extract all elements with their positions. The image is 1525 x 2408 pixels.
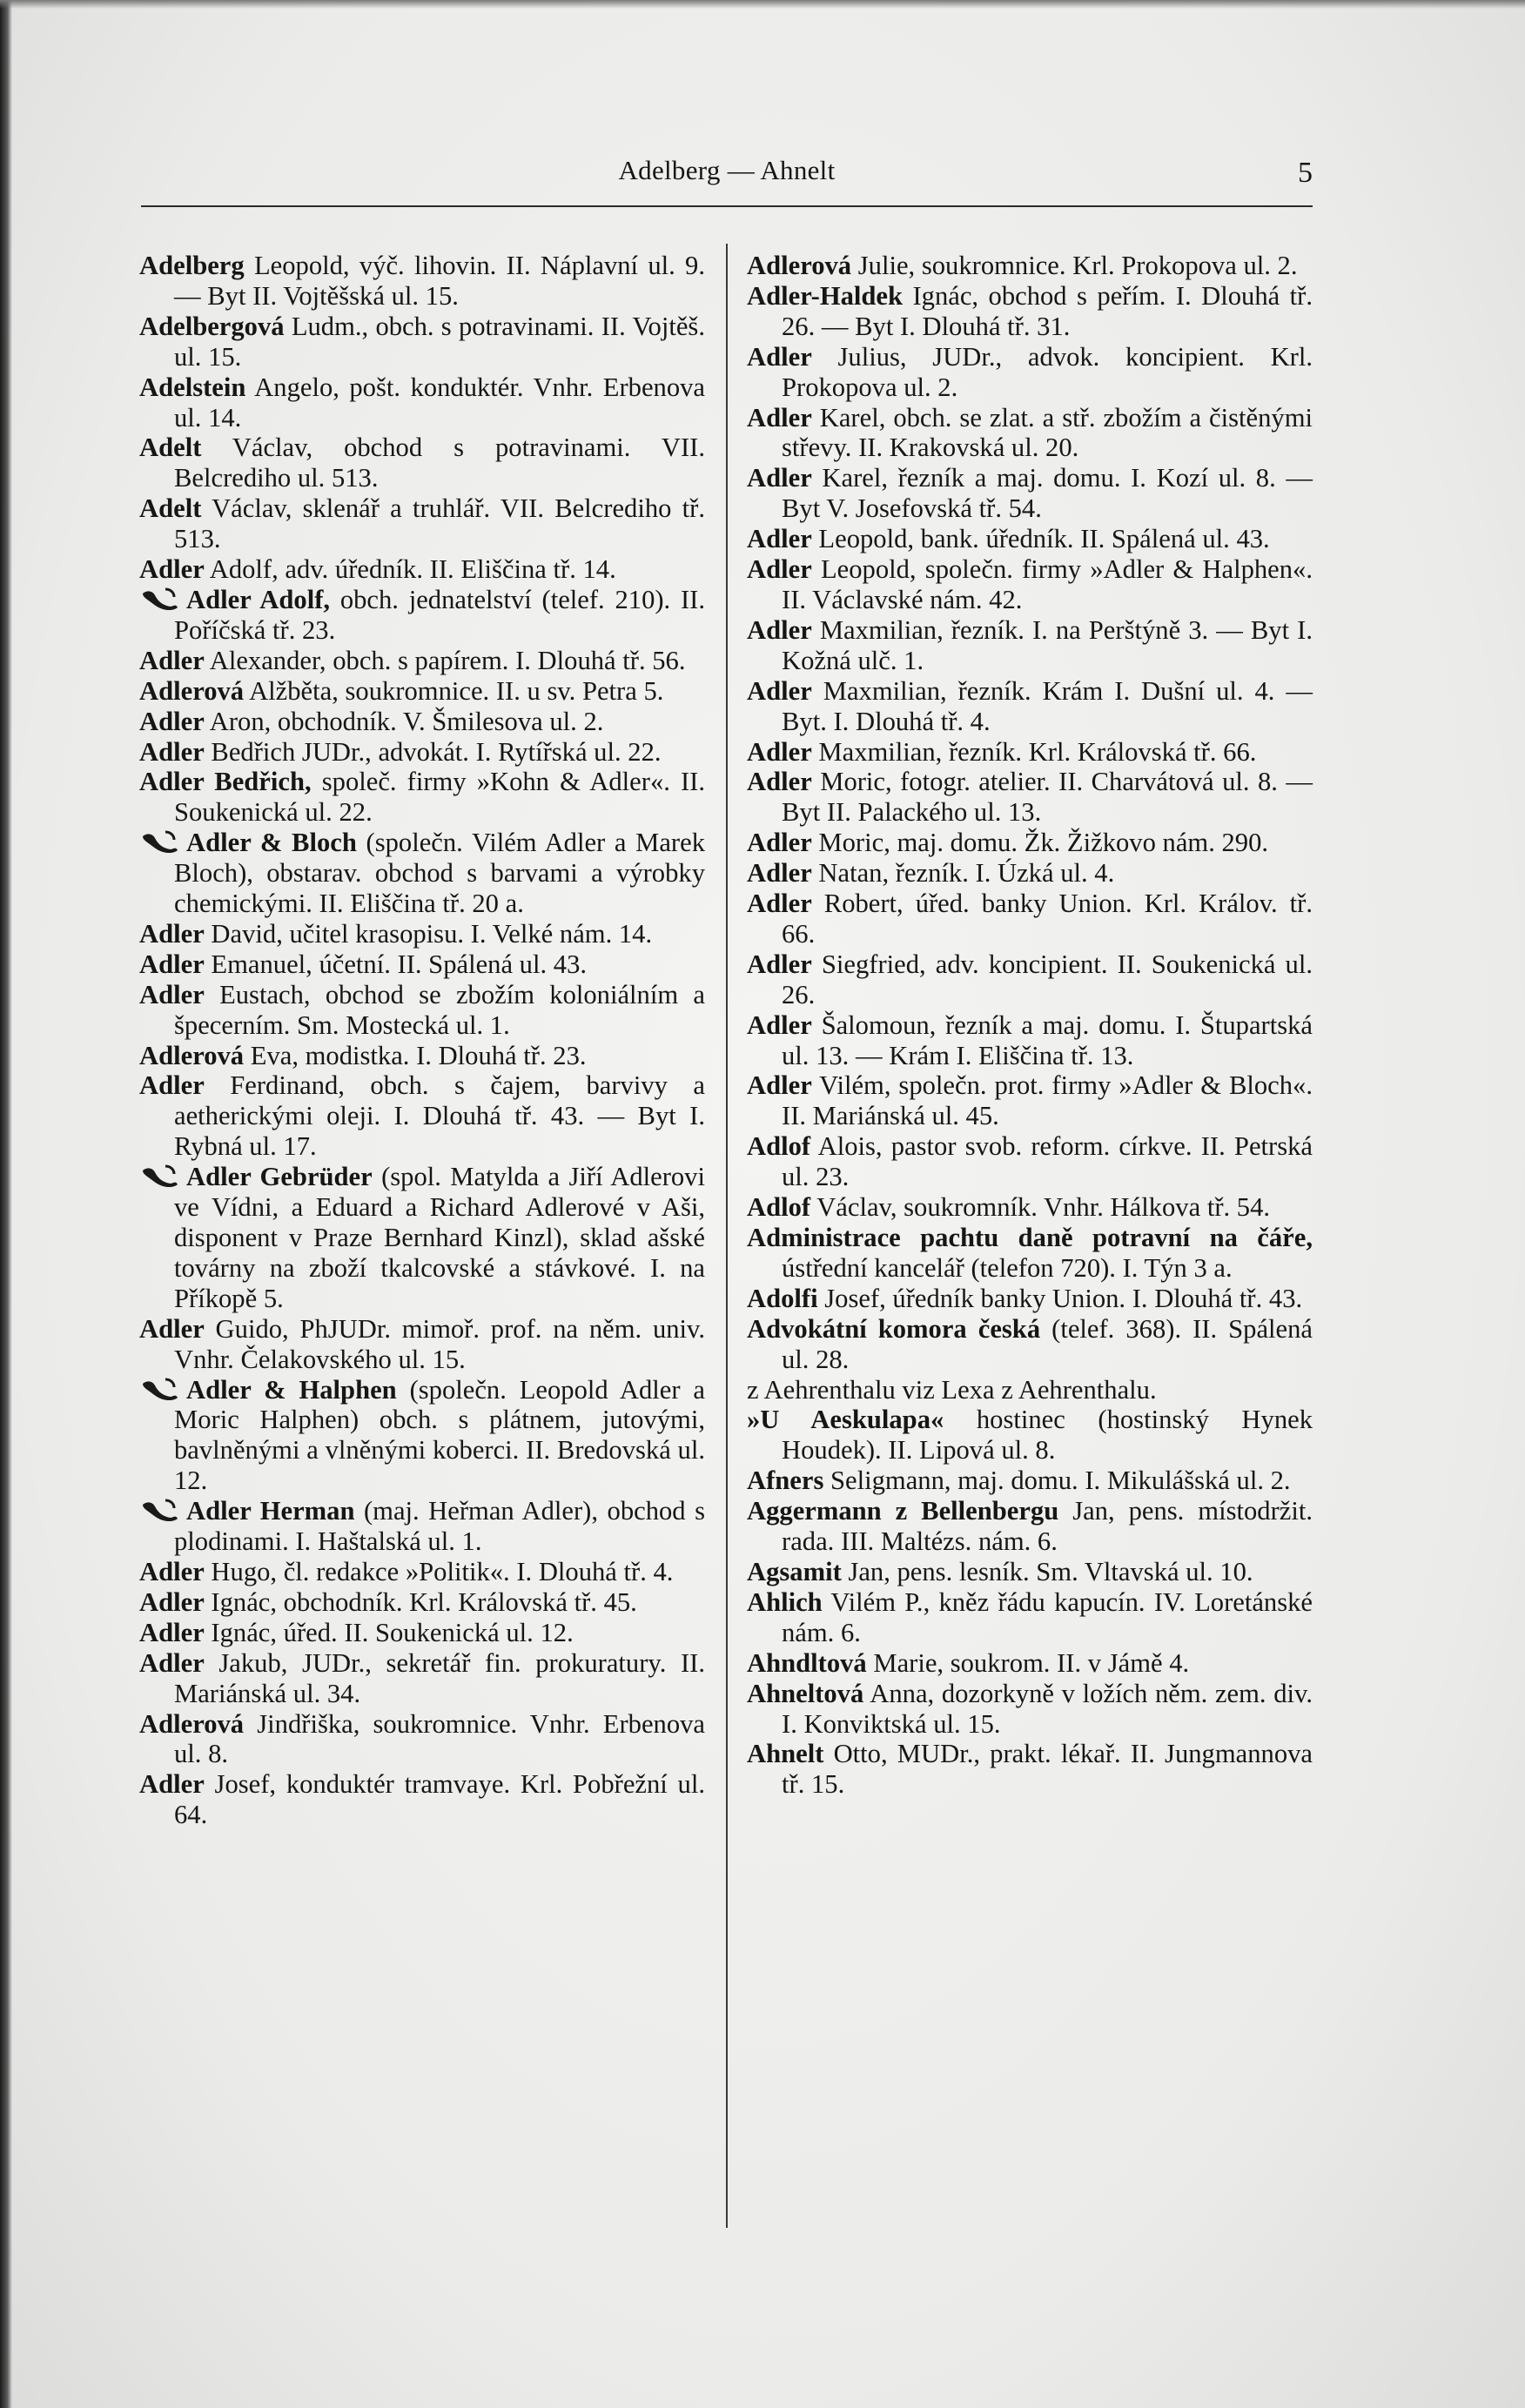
entry-name: Adler <box>747 614 812 645</box>
entry-name: Adler <box>747 524 812 554</box>
directory-entry <box>139 828 705 919</box>
directory-entry <box>139 1375 705 1497</box>
entry-details: společ. firmy »Kohn & Adler«. II. Soukenická ul. 22. <box>174 767 706 828</box>
entry-details: Leopold, společn. firmy »Adler & Halphen«. II. Václavské nám. 42. <box>782 554 1313 614</box>
directory-entry <box>747 676 1313 737</box>
entry-name: Adler <box>139 736 205 767</box>
entry-name: Adler <box>139 1313 205 1344</box>
directory-entry <box>139 1648 705 1709</box>
entry-name: Adlof <box>747 1131 811 1162</box>
entry-details: Ignác, obchod s peřím. I. Dlouhá tř. 26. — Byt I. Dlouhá tř. 31. <box>782 280 1313 341</box>
entry-name: Adler <box>747 1070 812 1101</box>
entry-details: Jan, pens. místodržit. rada. III. Maltézs. nám. 6. <box>782 1496 1313 1557</box>
entry-name: Adelbergová <box>139 311 285 341</box>
directory-entry <box>747 1070 1313 1131</box>
entry-name: Adler <box>747 889 812 919</box>
entry-details: Leopold, bank. úředník. II. Spálená ul. 43. <box>811 524 1270 554</box>
entry-name: Adler <box>747 341 812 372</box>
entry-name: »U Aeskulapa« <box>747 1405 944 1435</box>
directory-entry <box>747 554 1313 615</box>
entry-name: Adler <box>747 736 812 767</box>
entry-details: Jindřiška, soukromnice. Vnhr. Erbenova ul. 8. <box>174 1708 705 1769</box>
directory-entry <box>139 312 705 372</box>
entry-details: Anna, dozorkyně v ložích něm. zem. div. I. Konviktská ul. 15. <box>782 1678 1313 1739</box>
directory-entry <box>747 1466 1313 1496</box>
right-column <box>747 251 1313 1800</box>
entry-details: Eva, modistka. I. Dlouhá tř. 23. <box>244 1040 587 1070</box>
entry-name: Adler Gebrüder <box>186 1162 373 1192</box>
entry-details: Robert, úřed. banky Union. Krl. Králov. tř. 66. <box>782 889 1313 949</box>
entry-name: Adlof <box>747 1192 811 1223</box>
directory-entry <box>139 1314 705 1375</box>
entry-details: Moric, fotogr. atelier. II. Charvátová ul. 8. — Byt II. Palackého ul. 13. <box>782 767 1313 828</box>
entry-details: Julie, soukromnice. Krl. Prokopova ul. 2. <box>851 251 1298 280</box>
entry-name: Adelberg <box>139 251 245 280</box>
entry-details: Leopold, výč. lihovin. II. Náplavní ul. 9. — Byt II. Vojtěšská ul. 15. <box>174 251 705 311</box>
entry-details: Ferdinand, obch. s čajem, barvivy a aetherickými oleji. I. Dlouhá tř. 43. — Byt I. Rybná ul. 17. <box>174 1070 705 1162</box>
directory-entry <box>139 1618 705 1648</box>
entry-name: Adler <box>139 1586 205 1617</box>
entry-details: Josef, konduktér tramvaye. Krl. Pobřežní ul. 64. <box>174 1769 705 1830</box>
entry-name: Administrace pachtu daně potravní na čáře, <box>747 1223 1313 1252</box>
entry-name: Adler & Bloch <box>186 828 357 858</box>
entry-name: Adler <box>747 463 812 493</box>
directory-entry <box>747 737 1313 768</box>
directory-entry <box>747 1375 1313 1405</box>
entry-name: Adlerová <box>139 1040 245 1070</box>
entry-name: Agsamit <box>747 1556 842 1586</box>
entry-details: hostinec (hostinský Hynek Houdek). II. Lipová ul. 8. <box>782 1405 1313 1466</box>
entry-name: Adler <box>139 918 205 949</box>
entry-details: Alžběta, soukromnice. II. u sv. Petra 5. <box>244 675 664 706</box>
entry-details: Alois, pastor svob. reform. církve. II. Petrská ul. 23. <box>782 1131 1313 1192</box>
directory-entry <box>139 1769 705 1830</box>
directory-entry <box>139 1041 705 1071</box>
directory-entry <box>747 889 1313 949</box>
entry-details: Marie, soukrom. II. v Jámě 4. <box>866 1647 1190 1678</box>
entry-details: (společn. Leopold Adler a Moric Halphen) obch. s plátnem, jutovými, bavlněnými a vlněnými koberci. II. Bredovská ul. 12. <box>174 1374 706 1496</box>
entry-name: Adler <box>139 554 205 585</box>
entry-details: (spol. Matylda a Jiří Adlerovi ve Vídni, a Eduard a Richard Adlerové v Aši, disponent v Praze Bernhard Kinzl), sklad ašské továrny na zboží tkalcovské a stávkové. I. na Příkopě 5. <box>174 1162 705 1313</box>
directory-entry <box>139 737 705 768</box>
directory-entry <box>747 615 1313 676</box>
directory-entry <box>139 1070 705 1162</box>
directory-entry <box>747 858 1313 889</box>
directory-entry <box>139 1709 705 1770</box>
directory-entry <box>747 1405 1313 1466</box>
directory-entry <box>747 1557 1313 1587</box>
entry-details: Maxmilian, řezník. I. na Perštýně 3. — Byt I. Kožná ulč. 1. <box>782 614 1313 675</box>
directory-entry <box>747 1496 1313 1557</box>
entry-details: Julius, JUDr., advok. koncipient. Krl. Prokopova ul. 2. <box>782 341 1313 402</box>
entry-details: Otto, MUDr., prakt. lékař. II. Jungmannova tř. 15. <box>782 1739 1313 1800</box>
entry-name: Adler <box>747 675 812 706</box>
entry-name: Adlerová <box>747 251 852 280</box>
entry-name: Advokátní komora česká <box>747 1313 1041 1344</box>
entry-name: Ahndltová <box>747 1647 867 1678</box>
directory-entry <box>139 1162 705 1314</box>
directory-entry <box>139 1496 705 1557</box>
directory-entry <box>747 403 1313 464</box>
directory-entry <box>139 554 705 585</box>
entry-details: Václav, soukromník. Vnhr. Hálkova tř. 54. <box>810 1192 1271 1223</box>
entry-details: David, učitel krasopisu. I. Velké nám. 14. <box>204 918 653 949</box>
entry-details: Alexander, obch. s papírem. I. Dlouhá tř. 56. <box>204 645 686 675</box>
telephone-icon <box>139 1164 179 1190</box>
directory-entry <box>747 1284 1313 1314</box>
entry-details: Eustach, obchod se zbožím koloniálním a špecerním. Sm. Mostecká ul. 1. <box>174 979 705 1040</box>
directory-entry <box>747 828 1313 858</box>
directory-entry <box>139 980 705 1041</box>
entry-name: Adler-Haldek <box>747 280 904 311</box>
entry-name: Adler <box>139 979 205 1009</box>
header-title: Adelberg — Ahnelt <box>618 155 836 185</box>
directory-entry <box>139 1557 705 1587</box>
entry-name: Adler <box>139 949 205 979</box>
directory-entry <box>747 251 1313 281</box>
entry-name: Adelstein <box>139 372 246 402</box>
entry-details: Jan, pens. lesník. Sm. Vltavská ul. 10. <box>841 1556 1253 1586</box>
entry-details: Emanuel, účetní. II. Spálená ul. 43. <box>204 949 588 979</box>
directory-entry <box>747 1192 1313 1223</box>
page-top-shadow <box>0 0 1525 9</box>
entry-name: Ahlich <box>747 1586 823 1617</box>
running-header <box>141 155 1313 204</box>
directory-entry <box>747 1648 1313 1679</box>
entry-name: Adler <box>747 858 812 889</box>
entry-name: Adlerová <box>139 675 245 706</box>
entry-details: Aron, obchodník. V. Šmilesova ul. 2. <box>204 706 604 736</box>
left-column <box>139 251 705 1830</box>
entry-name: Adler <box>139 645 205 675</box>
directory-entry <box>747 767 1313 828</box>
entry-details: z Aehrenthalu viz Lexa z Aehrenthalu. <box>747 1374 1157 1405</box>
entry-details: Maxmilian, řezník. Krl. Královská tř. 66. <box>811 736 1257 767</box>
telephone-icon <box>139 1498 179 1524</box>
directory-entry <box>747 524 1313 554</box>
entry-details: Václav, sklenář a truhlář. VII. Belcrediho tř. 513. <box>174 493 705 554</box>
entry-name: Adler Adolf, <box>186 584 331 614</box>
entry-details: (společn. Vilém Adler a Marek Bloch), obstarav. obchod s barvami a výrobky chemickými. II. Eliščina tř. 20 a. <box>174 828 705 919</box>
entry-details: Moric, maj. domu. Žk. Žižkovo nám. 290. <box>811 828 1269 858</box>
entry-name: Adler Bedřich, <box>139 767 312 797</box>
directory-entry <box>139 372 705 433</box>
page-number: 5 <box>1298 157 1313 189</box>
entry-details: Jakub, JUDr., sekretář fin. prokuratury. II. Mariánská ul. 34. <box>174 1647 705 1708</box>
entry-details: Šalomoun, řezník a maj. domu. I. Štupartská ul. 13. — Krám I. Eliščina tř. 13. <box>782 1009 1313 1070</box>
entry-name: Adler <box>139 706 205 736</box>
entry-details: Josef, úředník banky Union. I. Dlouhá tř. 43. <box>817 1283 1303 1313</box>
entry-name: Adler <box>747 554 812 585</box>
entry-name: Adler <box>747 828 812 858</box>
entry-details: Seligmann, maj. domu. I. Mikulášská ul. 2. <box>823 1466 1291 1496</box>
directory-entry <box>747 1223 1313 1284</box>
entry-name: Adler <box>747 1009 812 1040</box>
entry-name: Adler <box>139 1617 205 1647</box>
entry-details: Maxmilian, řezník. Krám I. Dušní ul. 4. — Byt. I. Dlouhá tř. 4. <box>782 675 1313 736</box>
entry-name: Adler <box>139 1647 205 1678</box>
entry-name: Adler <box>139 1769 205 1800</box>
entry-name: Adolfi <box>747 1283 818 1313</box>
entry-name: Afners <box>747 1466 824 1496</box>
directory-entry <box>747 463 1313 524</box>
entry-name: Adler <box>139 1070 205 1101</box>
directory-entry <box>139 707 705 737</box>
directory-entry <box>139 433 705 493</box>
entry-name: Ahneltová <box>747 1678 864 1708</box>
directory-entry <box>747 342 1313 403</box>
entry-details: Karel, řezník a maj. domu. I. Kozí ul. 8. — Byt V. Josefovská tř. 54. <box>782 463 1313 524</box>
entry-details: Vilém, společn. prot. firmy »Adler & Bloch«. II. Mariánská ul. 45. <box>782 1070 1313 1131</box>
entry-details: (telef. 368). II. Spálená ul. 28. <box>782 1313 1313 1374</box>
entry-details: Angelo, pošt. konduktér. Vnhr. Erbenova ul. 14. <box>174 372 705 433</box>
entry-name: Adler <box>747 949 812 979</box>
entry-name: Adler <box>747 402 812 433</box>
column-divider <box>726 244 728 2228</box>
entry-name: Aggermann z Bellenbergu <box>747 1496 1059 1526</box>
entry-name: Adler & Halphen <box>186 1374 397 1405</box>
entry-name: Adelt <box>139 493 202 524</box>
entry-details: Guido, PhJUDr. mimoř. prof. na něm. univ. Vnhr. Čelakovského ul. 15. <box>174 1313 705 1374</box>
directory-entry <box>139 676 705 707</box>
directory-entry <box>747 1010 1313 1071</box>
entry-details: Natan, řezník. I. Úzká ul. 4. <box>811 858 1115 889</box>
directory-entry <box>139 646 705 676</box>
entry-details: Siegfried, adv. koncipient. II. Soukenická ul. 26. <box>782 949 1313 1009</box>
entry-details: Ignác, obchodník. Krl. Královská tř. 45. <box>204 1586 637 1617</box>
entry-name: Adlerová <box>139 1708 245 1739</box>
entry-details: Vilém P., kněz řádu kapucín. IV. Loretánské nám. 6. <box>782 1586 1313 1647</box>
entry-name: Adelt <box>139 433 202 463</box>
directory-entry <box>139 949 705 980</box>
entry-details: Ignác, úřed. II. Soukenická ul. 12. <box>204 1617 574 1647</box>
directory-entry <box>139 1587 705 1618</box>
entry-name: Adler Herman <box>186 1496 355 1526</box>
directory-entry <box>747 281 1313 342</box>
directory-entry <box>747 1739 1313 1800</box>
directory-entry <box>139 585 705 646</box>
entry-details: Ludm., obch. s potravinami. II. Vojtěš. ul. 15. <box>174 311 705 372</box>
entry-name: Adler <box>747 767 812 797</box>
directory-entry <box>747 949 1313 1010</box>
entry-details: Karel, obch. se zlat. a stř. zbožím a čistěnými střevy. II. Krakovská ul. 20. <box>782 402 1313 463</box>
telephone-icon <box>139 829 179 855</box>
entry-details: (maj. Heřman Adler), obchod s plodinami. I. Haštalská ul. 1. <box>174 1496 705 1557</box>
directory-entry <box>747 1679 1313 1740</box>
entry-details: ústřední kancelář (telefon 720). I. Týn 3 a. <box>782 1252 1233 1283</box>
directory-entry <box>139 767 705 828</box>
entry-details: obch. jednatelství (telef. 210). II. Poříčská tř. 23. <box>174 584 705 645</box>
entry-name: Ahnelt <box>747 1739 824 1769</box>
entry-details: Bedřich JUDr., advokát. I. Rytířská ul. 22. <box>204 736 662 767</box>
entry-name: Adler <box>139 1556 205 1586</box>
directory-entry <box>747 1314 1313 1375</box>
entry-details: Václav, obchod s potravinami. VII. Belcrediho ul. 513. <box>174 433 705 493</box>
directory-entry <box>747 1131 1313 1192</box>
telephone-icon <box>139 1377 179 1403</box>
header-rule <box>141 205 1313 207</box>
directory-entry <box>747 1587 1313 1648</box>
directory-entry <box>139 493 705 554</box>
entry-details: Hugo, čl. redakce »Politik«. I. Dlouhá tř. 4. <box>204 1556 674 1586</box>
directory-entry <box>139 251 705 312</box>
directory-entry <box>139 919 705 949</box>
entry-details: Adolf, adv. úředník. II. Eliščina tř. 14. <box>204 554 616 585</box>
page-binding-shadow <box>0 0 12 2408</box>
telephone-icon <box>139 587 179 613</box>
